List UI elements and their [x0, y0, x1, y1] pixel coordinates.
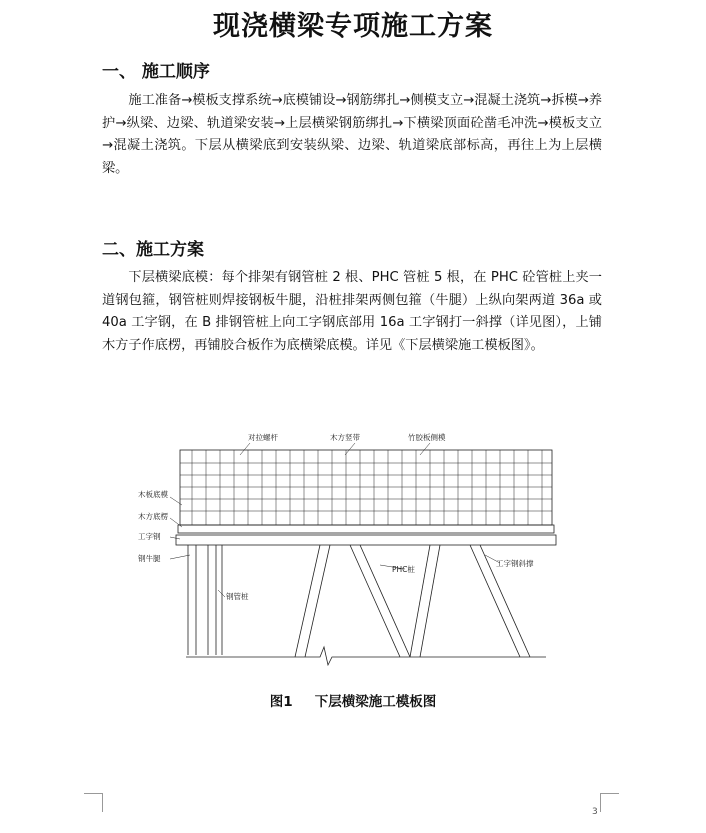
- section-paragraph-sequence: [102, 90, 602, 180]
- formwork-grid: [180, 450, 552, 525]
- label-i-beam: 工字钢: [138, 532, 161, 541]
- section-heading-plan: 二、施工方案: [102, 240, 204, 260]
- label-timber-joist: 木方底楞: [138, 512, 168, 521]
- formwork-diagram: [130, 425, 590, 675]
- section-heading-sequence: 一、 施工顺序: [102, 62, 210, 82]
- label-steel-bracket: 钢牛腿: [138, 554, 161, 563]
- paragraph-text: 下层横梁底模：每个排架有钢管桩 2 根、PHC 管桩 5 根，在 PHC 砼管桩上夹一道钢包箍，钢管桩则焊接钢板牛腿，沿桩排架两侧包箍（牛腿）上纵向架两道 36a 或 40a 工字钢，在 B 排钢管桩上向工字钢底部用 16a 工字钢打一斜撑（详见图），上铺木方子作底楞，再铺胶合板作为底横梁底模。详见《下层横梁施工模板图》。: [102, 270, 602, 353]
- formwork-diagram-svg: [130, 425, 590, 675]
- steel-pipe-piles: [188, 545, 222, 655]
- page-corner-mark-right: [600, 793, 619, 812]
- phc-piles: [295, 545, 530, 657]
- side-formwork: [180, 450, 552, 525]
- diagram-labels: [138, 432, 534, 601]
- label-bamboo-side: 竹胶板侧模: [408, 433, 446, 442]
- page-number: 3: [592, 807, 598, 817]
- section-paragraph-plan: [102, 267, 602, 357]
- timber-joist: [178, 525, 554, 533]
- page-corner-mark-left: [84, 793, 103, 812]
- label-steel-pipe-pile: 钢管桩: [226, 592, 249, 601]
- label-timber-bottom: 木板底模: [138, 490, 168, 499]
- label-i-beam-brace: 工字钢斜撑: [496, 559, 534, 568]
- document-title: 现浇横梁专项施工方案: [213, 11, 493, 42]
- figure-number: 图1: [269, 694, 293, 710]
- figure-caption: [0, 690, 706, 710]
- paragraph-text: 施工准备→模板支撑系统→底模铺设→钢筋绑扎→侧模支立→混凝土浇筑→拆模→养护→纵梁、边梁、轨道梁安装→上层横梁钢筋绑扎→下横梁顶面砼凿毛冲洗→模板支立→混凝土浇筑。下层从横梁底到安装纵梁、边梁、轨道梁底部标高，再往上为上层横梁。: [102, 93, 602, 176]
- figure-caption-text: 下层横梁施工模板图: [314, 694, 437, 710]
- leader-lines: [170, 443, 500, 597]
- label-phc-pile: PHC桩: [392, 565, 415, 574]
- label-tie-rod: 对拉螺杆: [248, 433, 278, 442]
- i-beam: [176, 535, 556, 545]
- ground-break-line: [186, 647, 546, 665]
- label-timber-vertical: 木方竖带: [330, 433, 360, 442]
